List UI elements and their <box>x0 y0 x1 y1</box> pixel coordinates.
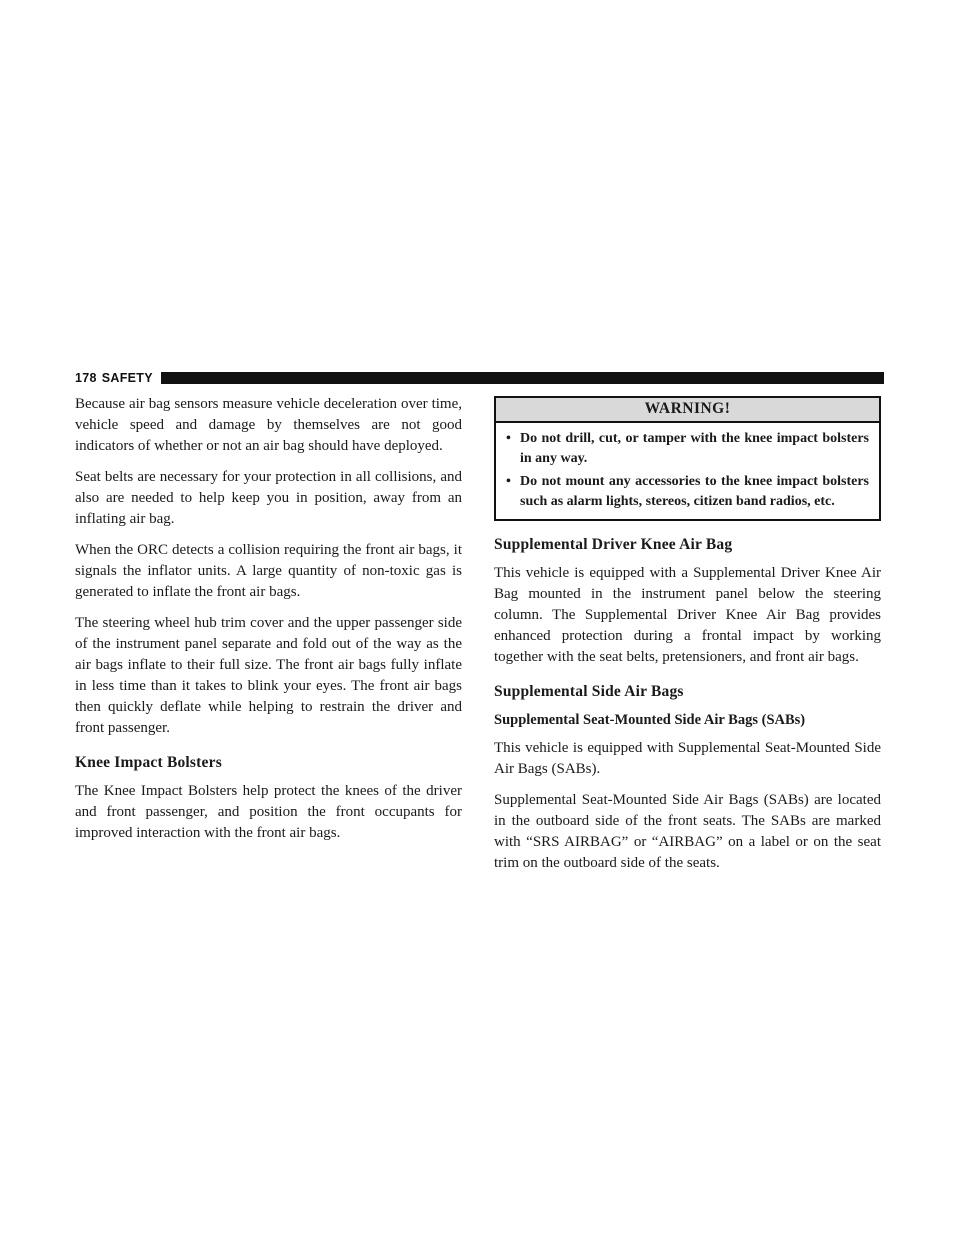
bullet-icon: • <box>506 474 511 489</box>
warning-item <box>506 429 869 468</box>
sab-paragraph: This vehicle is equipped with Supplemental Seat-Mounted Side Air Bags (SABs). <box>494 740 881 777</box>
knee-bolsters-paragraph: The Knee Impact Bolsters help protect the knees of the driver and front passenger, and position the front occupants for improved interaction with the front air bags. <box>75 783 462 841</box>
left-column <box>75 394 462 854</box>
sab-paragraph: Supplemental Seat-Mounted Side Air Bags (SABs) are located in the outboard side of the front seats. The SABs are marked with “SRS AIRBAG” or “AIRBAG” on a label or on the seat trim on the outboard side of the seats. <box>494 792 881 871</box>
page-number: 178 <box>75 371 97 385</box>
body-paragraph: Seat belts are necessary for your protection in all collisions, and also are needed to help keep you in position, away from an inflating air bag. <box>75 469 462 527</box>
sab-heading: Supplemental Seat-Mounted Side Air Bags (SABs) <box>494 712 806 728</box>
driver-knee-airbag-heading: Supplemental Driver Knee Air Bag <box>494 536 733 553</box>
header-rule <box>161 372 884 384</box>
page-header <box>75 371 884 385</box>
body-paragraph: The steering wheel hub trim cover and the upper passenger side of the instrument panel separate and fold out of the way as the air bags inflate to their full size. The front air bags fully inflate in less time than it takes to blink your eyes. The front air bags then quickly deflate while helping to restrain the driver and front passenger. <box>75 615 462 736</box>
section-title: SAFETY <box>101 371 153 385</box>
warning-item <box>506 472 869 511</box>
body-paragraph: Because air bag sensors measure vehicle deceleration over time, vehicle speed and damage by themselves are not good indicators of whether or not an air bag should have deployed. <box>75 396 462 454</box>
knee-bolsters-heading: Knee Impact Bolsters <box>75 754 222 771</box>
warning-box <box>494 396 881 521</box>
warning-item-text: Do not drill, cut, or tamper with the knee impact bolsters in any way. <box>520 431 869 466</box>
side-airbags-heading: Supplemental Side Air Bags <box>494 683 684 700</box>
warning-item-text: Do not mount any accessories to the knee impact bolsters such as alarm lights, stereos, citizen band radios, etc. <box>520 474 869 509</box>
right-column <box>494 394 881 884</box>
bullet-icon: • <box>506 431 511 446</box>
warning-title: WARNING! <box>496 398 879 423</box>
driver-knee-airbag-paragraph: This vehicle is equipped with a Supplemental Driver Knee Air Bag mounted in the instrument panel below the steering column. The Supplemental Driver Knee Air Bag provides enhanced protection during a frontal impact by working together with the seat belts, pretensioners, and front air bags. <box>494 565 881 665</box>
warning-list <box>496 423 879 519</box>
body-paragraph: When the ORC detects a collision requiring the front air bags, it signals the inflator units. A large quantity of non-toxic gas is generated to inflate the front air bags. <box>75 542 462 600</box>
